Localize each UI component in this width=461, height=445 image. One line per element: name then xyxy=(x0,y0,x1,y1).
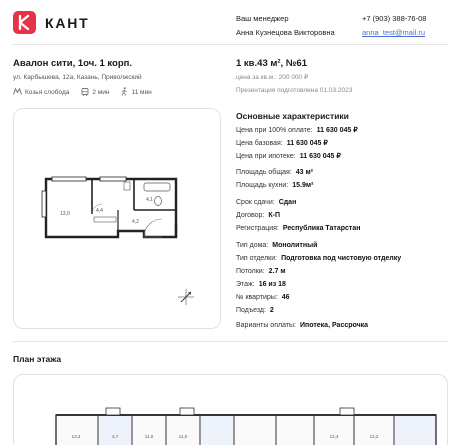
spec-value: К-П xyxy=(268,212,281,219)
spec-label: Этаж: xyxy=(236,281,255,288)
spec-label: Цена при ипотеке: xyxy=(236,153,296,160)
spec-row xyxy=(236,199,296,206)
project-title: Авалон сити, 1оч. 1 корп. xyxy=(13,58,133,69)
brand-name: КАНТ xyxy=(45,14,90,31)
spec-row xyxy=(236,152,341,160)
unit-area-label: 4,7 xyxy=(111,434,119,439)
brand-logo[interactable] xyxy=(13,11,90,34)
floor-plan-card xyxy=(13,374,448,445)
spec-row xyxy=(236,169,313,176)
apartment-title: 1 кв.43 м², №61 xyxy=(236,58,307,69)
spec-value: 2.7 м xyxy=(268,268,286,275)
compass-icon xyxy=(178,289,194,305)
spec-label: Цена при 100% оплате: xyxy=(236,127,313,134)
metro-station: Козья слобода xyxy=(25,89,70,96)
spec-value: 11 630 045 ₽ xyxy=(316,127,358,134)
manager-email-link[interactable]: anna_test@mail.ru xyxy=(362,28,426,37)
spec-label: Подъезд: xyxy=(236,307,266,314)
unit-area-label: 13,2 xyxy=(369,434,379,439)
spec-row xyxy=(236,242,317,249)
room-area-label: 4,1 xyxy=(146,197,153,203)
unit-area-label: 11,0 xyxy=(178,434,188,439)
spec-row xyxy=(236,322,368,329)
spec-label: Варианты оплаты: xyxy=(236,322,296,329)
price-per-m2: цена за кв.м.: 200 000 ₽ xyxy=(236,74,309,81)
section-divider xyxy=(13,341,448,342)
spec-value: Республика Татарстан xyxy=(282,225,361,232)
spec-label: Площадь кухни: xyxy=(236,182,289,189)
spec-row xyxy=(236,182,313,189)
spec-row xyxy=(236,255,401,262)
spec-value: Ипотека, Рассрочка xyxy=(300,322,369,329)
presentation-date: Презентация подготовлена 01.03.2023 xyxy=(236,87,353,94)
header-divider xyxy=(13,44,448,45)
project-address: ул. Карбышева, 12а, Казань, Приволжский xyxy=(13,74,142,81)
spec-value: 11 630 045 ₽ xyxy=(286,140,328,147)
unit-area-label: 13,4 xyxy=(329,434,339,439)
spec-value: 11 630 045 ₽ xyxy=(299,153,341,160)
logo-icon xyxy=(13,11,36,34)
room-area-label: 4,2 xyxy=(132,219,139,225)
spec-row xyxy=(236,281,286,288)
floor-plan-drawing xyxy=(14,375,447,445)
unit-area-label: 11,0 xyxy=(144,434,154,439)
spec-label: Потолки: xyxy=(236,268,265,275)
spec-row xyxy=(236,294,290,301)
spec-label: Цена базовая: xyxy=(236,140,283,147)
spec-value: 15.9м² xyxy=(292,182,314,189)
spec-value: Сдан xyxy=(278,199,297,206)
room-area-label: 13,0 xyxy=(60,211,70,217)
spec-value: 2 xyxy=(269,307,274,314)
specs-title: Основные характеристики xyxy=(236,111,349,121)
walk-icon xyxy=(121,87,128,98)
room-area-label: 4,4 xyxy=(96,208,103,214)
spec-label: Срок сдачи: xyxy=(236,199,275,206)
spec-value: 43 м² xyxy=(295,169,313,176)
spec-label: Договор: xyxy=(236,212,265,219)
apartment-plan-card xyxy=(13,108,221,329)
apartment-plan-drawing xyxy=(14,109,220,328)
spec-row xyxy=(236,212,280,219)
manager-name: Анна Кузнецова Викторовна xyxy=(236,28,335,37)
transport-time: 2 мин xyxy=(92,89,110,96)
spec-label: Тип дома: xyxy=(236,242,269,249)
spec-row xyxy=(236,225,360,232)
spec-label: Тип отделки: xyxy=(236,255,278,262)
spec-row xyxy=(236,126,358,134)
transport-icon xyxy=(81,88,89,98)
spec-label: Регистрация: xyxy=(236,225,279,232)
walk-time: 11 мин xyxy=(131,89,152,96)
unit-area-label: 13,3 xyxy=(71,434,81,439)
spec-value: Монолитный xyxy=(272,242,318,249)
transport-row xyxy=(13,87,164,98)
spec-label: № квартиры: xyxy=(236,294,278,301)
spec-value: Подготовка под чистовую отделку xyxy=(281,255,402,262)
spec-value: 16 из 18 xyxy=(258,281,286,288)
spec-row xyxy=(236,139,328,147)
spec-label: Площадь общая: xyxy=(236,169,292,176)
spec-row xyxy=(236,268,286,275)
spec-row xyxy=(236,307,274,314)
manager-label: Ваш менеджер xyxy=(236,14,289,23)
spec-value: 46 xyxy=(281,294,290,301)
floor-plan-title: План этажа xyxy=(13,354,62,364)
manager-phone[interactable]: +7 (903) 388-76-08 xyxy=(362,14,427,23)
metro-icon xyxy=(13,88,22,97)
